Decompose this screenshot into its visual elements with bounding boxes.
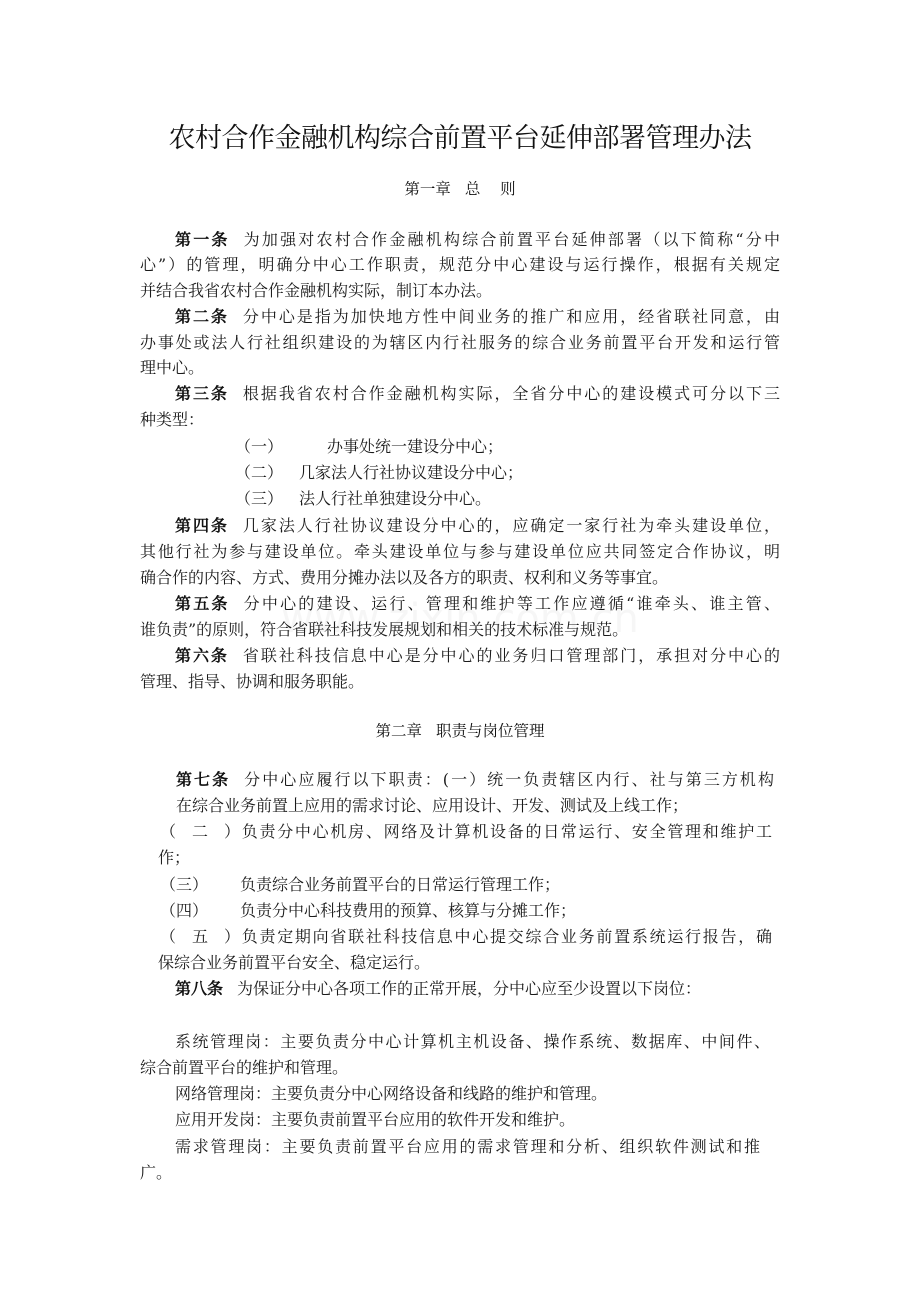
article-1-line-2: 心”）的管理，明确分中心工作职责，规范分中心建设与运行操作，根据有关规定 bbox=[140, 255, 780, 274]
article-3-label: 第三条 bbox=[175, 384, 229, 403]
chapter-2-label: 第二章 bbox=[375, 722, 422, 740]
article-6-line-1: 第六条 省联社科技信息中心是分中心的业务归口管理部门，承担对分中心的 bbox=[175, 646, 780, 665]
article-4-line-1: 第四条 几家法人行社协议建设分中心的，应确定一家行社为牵头建设单位， bbox=[175, 516, 780, 535]
article-8-label: 第八条 bbox=[175, 979, 224, 998]
article-7-line-1: 第七条 分中心应履行以下职责：(一）统一负责辖区内行、社与第三方机构 bbox=[176, 770, 774, 789]
article-4-line-3: 确合作的内容、方式、费用分摊办法以及各方的职责、权利和义务等事宜。 bbox=[140, 568, 669, 587]
article-7-item-5: （五）负责定期向省联社科技信息中心提交综合业务前置系统运行报告，确 bbox=[160, 927, 772, 946]
document-title: 农村合作金融机构综合前置平台延伸部署管理办法 bbox=[168, 123, 752, 154]
article-1-line-1: 第一条 为加强对农村合作金融机构综合前置平台延伸部署（以下简称“分中 bbox=[175, 230, 780, 249]
article-7-item-3: （三） 负责综合业务前置平台的日常运行管理工作； bbox=[160, 875, 561, 894]
post-requirements-line-1: 需求管理岗：主要负责前置平台应用的需求管理和分析、组织软件测试和推 bbox=[175, 1137, 760, 1156]
chapter-1-label: 第一章 bbox=[404, 180, 451, 198]
article-8-line-1: 第八条 为保证分中心各项工作的正常开展，分中心应至少设置以下岗位： bbox=[175, 979, 702, 998]
article-7-label: 第七条 bbox=[176, 770, 231, 789]
article-6-line-2: 管理、指导、协调和服务职能。 bbox=[140, 672, 365, 691]
chapter-2-name: 职责与岗位管理 bbox=[436, 722, 545, 740]
article-7-item-5-cont: 保综合业务前置平台安全、稳定运行。 bbox=[158, 953, 431, 972]
article-4-label: 第四条 bbox=[175, 516, 229, 535]
post-system-admin-line-2: 综合前置平台的维护和管理。 bbox=[140, 1058, 349, 1077]
article-2-line-1: 第二条 分中心是指为加快地方性中间业务的推广和应用，经省联社同意，由 bbox=[175, 307, 780, 326]
article-5-label: 第五条 bbox=[175, 594, 230, 613]
post-network-admin: 网络管理岗：主要负责分中心网络设备和线路的维护和管理。 bbox=[175, 1084, 608, 1103]
article-7-item-4: （四） 负责分中心科技费用的预算、核算与分摊工作； bbox=[160, 901, 577, 920]
post-system-admin-line-1: 系统管理岗：主要负责分中心计算机主机设备、操作系统、数据库、中间件、 bbox=[175, 1032, 770, 1051]
article-3-item-3: （三） 法人行社单独建设分中心。 bbox=[235, 489, 492, 508]
watermark bbox=[150, 596, 770, 656]
article-7-line-2: 在综合业务前置上应用的需求讨论、应用设计、开发、测试及上线工作； bbox=[176, 796, 689, 815]
article-3-item-1: （一） 办事处统一建设分中心； bbox=[235, 437, 504, 456]
article-2-line-2: 办事处或法人行社组织建设的为辖区内行社服务的综合业务前置平台开发和运行管 bbox=[140, 333, 780, 352]
article-6-label: 第六条 bbox=[175, 646, 229, 665]
chapter-1-name: 总 则 bbox=[464, 180, 516, 198]
article-2-label: 第二条 bbox=[175, 307, 229, 326]
article-2-line-3: 理中心。 bbox=[140, 358, 205, 377]
article-5-line-2: 谁负责”的原则，符合省联社科技发展规划和相关的技术标准与规范。 bbox=[140, 620, 629, 639]
article-3-line-2: 种类型： bbox=[140, 410, 205, 429]
article-3-line-1: 第三条 根据我省农村合作金融机构实际，全省分中心的建设模式可分以下三 bbox=[175, 384, 780, 403]
chapter-1-heading bbox=[0, 177, 920, 201]
article-7-item-2-cont: 作； bbox=[158, 848, 191, 867]
article-4-line-2: 其他行社为参与建设单位。牵头建设单位与参与建设单位应共同签定合作协议，明 bbox=[140, 542, 780, 561]
article-1-line-3: 并结合我省农村合作金融机构实际，制订本办法。 bbox=[140, 281, 493, 300]
article-5-line-1: 第五条 分中心的建设、运行、管理和维护等工作应遵循“谁牵头、谁主管、 bbox=[175, 594, 780, 613]
chapter-2-heading bbox=[0, 719, 920, 743]
post-app-dev: 应用开发岗：主要负责前置平台应用的软件开发和维护。 bbox=[175, 1110, 576, 1129]
article-7-item-2: （二）负责分中心机房、网络及计算机设备的日常运行、安全管理和维护工 bbox=[160, 822, 772, 841]
article-1-label: 第一条 bbox=[175, 230, 230, 249]
post-requirements-line-2: 广。 bbox=[140, 1163, 173, 1182]
article-3-item-2: （二） 几家法人行社协议建设分中心； bbox=[235, 463, 524, 482]
